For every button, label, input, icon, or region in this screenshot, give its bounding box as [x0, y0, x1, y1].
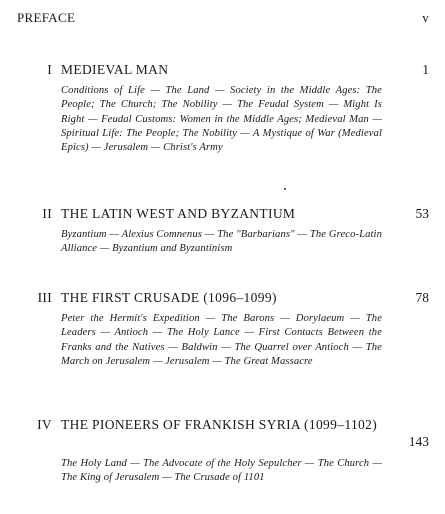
chapter-title: MEDIEVAL MAN	[61, 62, 169, 77]
chapter-contents: Byzantium — Alexius Comnenus — The "Barbarians" — The Greco-Latin Alliance — Byzantium and Byzantinism	[61, 229, 382, 255]
chapter-contents: The Holy Land — The Advocate of the Holy Sepulcher — The Church — The King of Jerusalem — The Crusade of 1101	[61, 458, 382, 484]
chapter-number: I	[47, 62, 52, 77]
page-speck	[284, 188, 286, 190]
chapter-page-number: 53	[415, 206, 429, 221]
chapter-number: IV	[37, 417, 52, 432]
preface-label: PREFACE	[17, 10, 76, 25]
chapter-page-number: 1	[422, 62, 429, 77]
chapter-title: THE FIRST CRUSADE (1096–1099)	[61, 290, 277, 305]
chapter-title: THE PIONEERS OF FRANKISH SYRIA (1099–1102)	[61, 417, 378, 432]
chapter-contents: Conditions of Life — The Land — Society in the Middle Ages: The People; The Church; The Nobility — The Feudal System — Might Is Right — Feudal Customs: Women in the Middle Ages; Medieval Man — Spiritual Life: The People; The Nobility — A Mystique of War (Medieval Epics) — Jerusalem — Christ's Army	[61, 85, 382, 154]
chapter-number: III	[37, 290, 52, 305]
chapter-page-number: 78	[415, 290, 429, 305]
chapter-number: II	[42, 206, 52, 221]
chapter-contents: Peter the Hermit's Expedition — The Barons — Dorylaeum — The Leaders — Antioch — The Holy Lance — First Contacts Between the Franks and the Natives — Baldwin — The Quarrel over Antioch — The March on Jerusalem — Jerusalem — The Great Massacre	[61, 313, 382, 367]
preface-page-number: v	[422, 10, 429, 25]
chapter-title: THE LATIN WEST AND BYZANTIUM	[61, 206, 296, 221]
chapter-page-number: 143	[408, 434, 429, 449]
